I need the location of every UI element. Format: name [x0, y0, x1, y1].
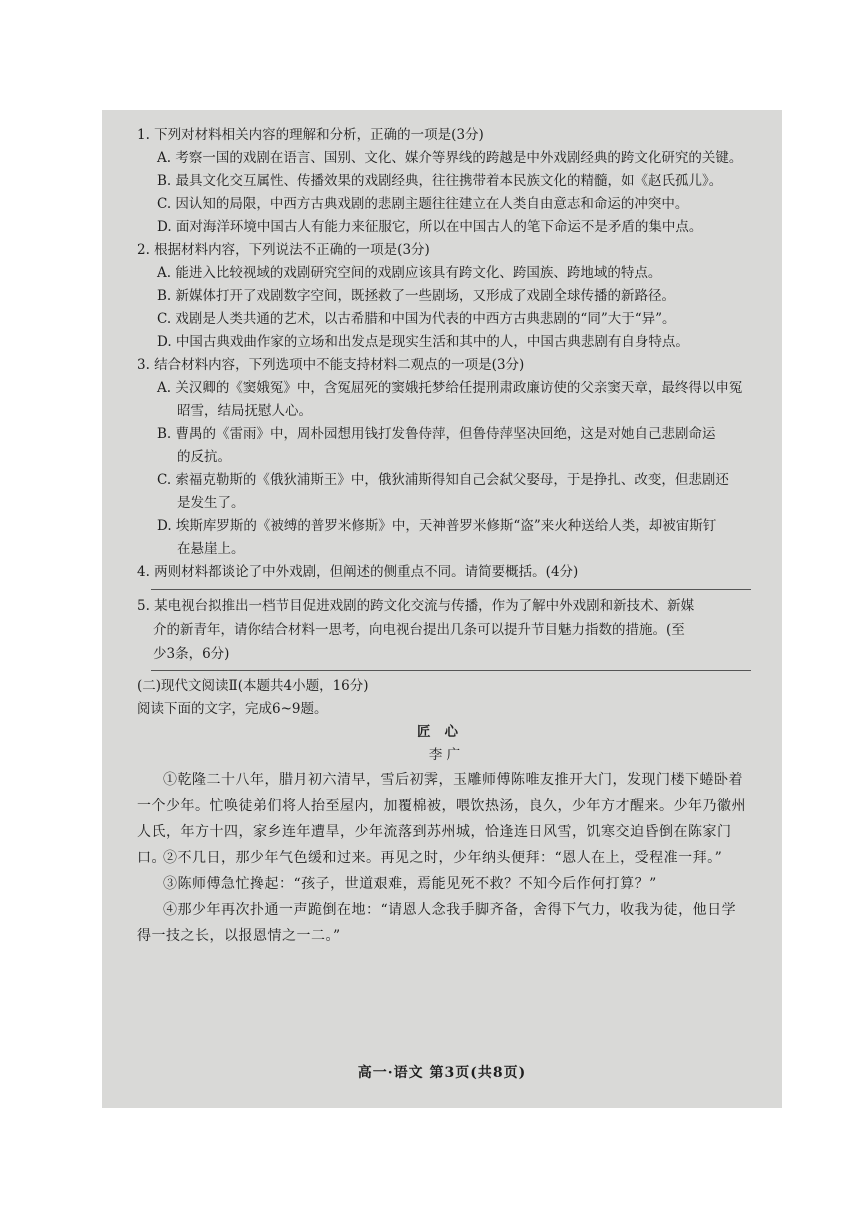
question-2-option-d: D. 中国古典戏曲作家的立场和出发点是现实生活和其中的人，中国古典悲剧有自身特点。 [157, 334, 689, 350]
question-5-line-2: 介的新青年，请你结合材料一思考，向电视台提出几条可以提升节目魅力指数的措施。(至 [153, 622, 685, 638]
question-2-option-c: C. 戏剧是人类共通的艺术，以古希腊和中国为代表的中西方古典悲剧的“同”大于“异”。 [157, 311, 676, 327]
question-3-option-a: A. 关汉卿的《窦娥冤》中，含冤屈死的窦娥托梦给任提刑肃政廉访使的父亲窦天章，最终得以申冤 [157, 380, 743, 396]
question-5-line-3: 少3条，6分) [153, 646, 230, 662]
question-3-option-c-cont: 是发生了。 [177, 495, 245, 511]
question-4-stem: 4. 两则材料都谈论了中外戏剧，但阐述的侧重点不同。请简要概括。(4分) [137, 564, 579, 580]
story-author: 李 广 [428, 747, 461, 763]
story-paragraph-1: ①乾隆二十八年，腊月初六清早，雪后初霁，玉雕师傅陈唯友推开大门，发现门楼下蜷卧着 [163, 772, 743, 788]
page-footer: 高一·语文 第3页(共8页) [357, 1065, 527, 1081]
story-paragraph-4: ④那少年再次扑通一声跪倒在地：“请恩人念我手脚齐备，舍得下气力，收我为徒，他日学 [163, 902, 737, 918]
section-instruction: 阅读下面的文字，完成6~9题。 [137, 701, 328, 717]
story-paragraph-3: ③陈师傅急忙搀起：“孩子，世道艰难，焉能见死不救？不知今后作何打算？” [163, 876, 657, 892]
question-3-option-b: B. 曹禺的《雷雨》中，周朴园想用钱打发鲁侍萍，但鲁侍萍坚决回绝，这是对她自己悲剧命运 [157, 426, 716, 442]
question-3-option-c: C. 索福克勒斯的《俄狄浦斯王》中，俄狄浦斯得知自己会弑父娶母，于是挣扎、改变，但悲剧还 [157, 472, 729, 488]
page-content [137, 124, 752, 949]
question-5-line-1: 5. 某电视台拟推出一档节目促进戏剧的跨文化交流与传播，作为了解中外戏剧和新技术、新媒 [137, 598, 695, 614]
question-3-option-b-cont: 的反抗。 [177, 449, 231, 465]
question-2-option-b: B. 新媒体打开了戏剧数字空间，既拯救了一些剧场，又形成了戏剧全球传播的新路径。 [157, 288, 676, 304]
exam-page [102, 110, 782, 1108]
question-2-option-a: A. 能进入比较视域的戏剧研究空间的戏剧应该具有跨文化、跨国族、跨地域的特点。 [157, 265, 662, 281]
question-3-option-d-cont: 在悬崖上。 [177, 541, 245, 557]
question-3-option-d: D. 埃斯库罗斯的《被缚的普罗米修斯》中，天神普罗米修斯“盗”来火种送给人类，却被宙斯钉 [157, 518, 717, 534]
answer-line [151, 670, 751, 671]
question-3-option-a-cont: 昭雪，结局抚慰人心。 [177, 403, 312, 419]
question-1-stem: 1. 下列对材料相关内容的理解和分析，正确的一项是(3分) [137, 127, 484, 143]
story-paragraph-2: ②不几日，那少年气色缓和过来。再见之时，少年纳头便拜：“恩人在上，受程准一拜。” [163, 850, 723, 866]
story-paragraph-4-cont: 得一技之长，以报恩情之一二。” [137, 928, 341, 944]
question-2-stem: 2. 根据材料内容，下列说法不正确的一项是(3分) [137, 242, 430, 258]
answer-line [151, 589, 751, 590]
question-1-option-d: D. 面对海洋环境中国古人有能力来征服它，所以在中国古人的笔下命运不是矛盾的集中点。 [157, 219, 703, 235]
question-1-option-c: C. 因认知的局限，中西方古典戏剧的悲剧主题往往建立在人类自由意志和命运的冲突中。 [157, 196, 689, 212]
story-paragraph-1-cont: 人氏，年方十四，家乡连年遭旱，少年流落到苏州城，恰逢连日风雪，饥寒交迫昏倒在陈家门口。 [137, 824, 732, 866]
story-title: 匠心 [417, 724, 472, 740]
story-paragraph-1-cont: 一个少年。忙唤徒弟们将人抬至屋内，加覆棉被，喂饮热汤，良久，少年方才醒来。少年乃徽州 [137, 798, 746, 814]
question-3-stem: 3. 结合材料内容，下列选项中不能支持材料二观点的一项是(3分) [137, 357, 525, 373]
question-1-option-b: B. 最具文化交互属性、传播效果的戏剧经典，往往携带着本民族文化的精髓，如《赵氏孤儿》。 [157, 173, 723, 189]
section-heading: (二)现代文阅读Ⅱ(本题共4小题，16分) [137, 678, 369, 694]
question-1-option-a: A. 考察一国的戏剧在语言、国别、文化、媒介等界线的跨越是中外戏剧经典的跨文化研究的关键。 [157, 150, 743, 166]
